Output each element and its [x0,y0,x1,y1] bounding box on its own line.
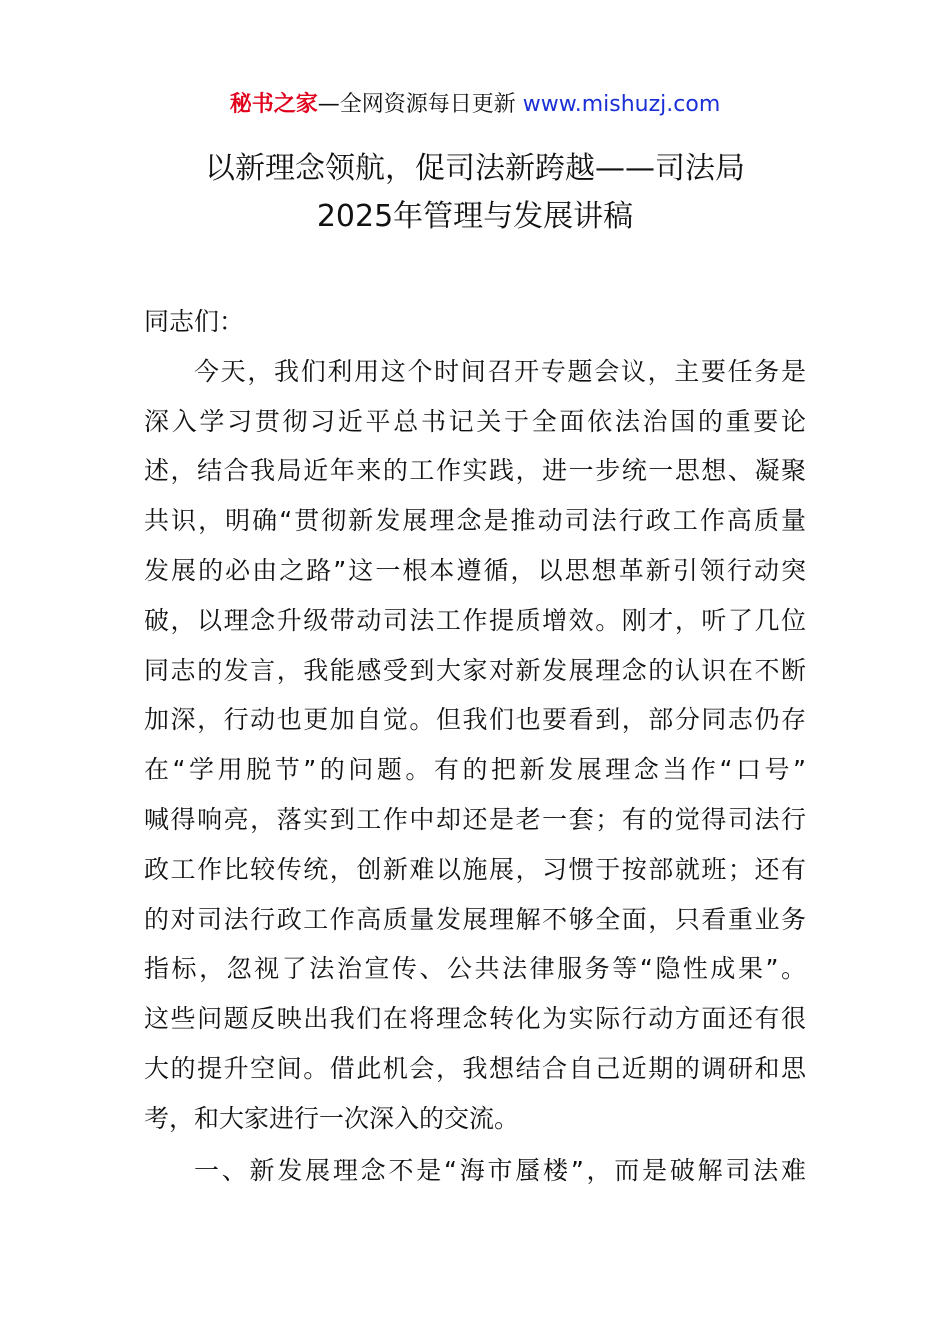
paragraph-line: 共识，明确“贯彻新发展理念是推动司法行政工作高质量 [144,506,806,536]
paragraph-line: 政工作比较传统，创新难以施展，习惯于按部就班；还有 [144,854,806,884]
salutation: 同志们： [144,307,245,336]
paragraph-line: 深入学习贯彻习近平总书记关于全面依法治国的重要论 [144,406,806,436]
paragraph-line: 同志的发言，我能感受到大家对新发展理念的认识在不断 [144,655,806,685]
section-heading: 一、新发展理念不是“海市蜃楼”，而是破解司法难 [194,1155,806,1185]
paragraph-line: 指标，忽视了法治宣传、公共法律服务等“隐性成果”。 [144,954,806,984]
title-line-2: 2025年管理与发展讲稿 [316,199,634,234]
document-body [144,297,806,1195]
paragraph-line: 发展的必由之路”这一根本遵循，以思想革新引领行动突 [144,555,806,585]
paragraph-line: 在“学用脱节”的问题。有的把新发展理念当作“口号” [144,755,806,785]
paragraph-line: 喊得响亮，落实到工作中却还是老一套；有的觉得司法行 [144,804,806,834]
paragraph-line: 大的提升空间。借此机会，我想结合自己近期的调研和思 [144,1053,806,1083]
paragraph-line: 这些问题反映出我们在将理念转化为实际行动方面还有很 [144,1004,806,1034]
paragraph-line: 的对司法行政工作高质量发展理解不够全面，只看重业务 [144,904,806,934]
paragraph-line: 考，和大家进行一次深入的交流。 [144,1103,520,1133]
title-line-1: 以新理念领航，促司法新跨越——司法局 [205,151,745,186]
document-title [0,145,950,241]
paragraph-line: 述，结合我局近年来的工作实践，进一步统一思想、凝聚 [144,456,806,486]
brand-name: 秘书之家 [229,92,318,117]
paragraph-line: 加深，行动也更加自觉。但我们也要看到，部分同志仍存 [144,705,806,735]
header-tagline: —全网资源每日更新 [317,92,523,117]
paragraph-line: 破，以理念升级带动司法工作提质增效。刚才，听了几位 [144,605,806,635]
paragraph-line: 今天，我们利用这个时间召开专题会议，主要任务是 [194,356,806,386]
site-url-link[interactable]: www.mishuzj.com [522,92,721,117]
site-header [0,90,950,120]
